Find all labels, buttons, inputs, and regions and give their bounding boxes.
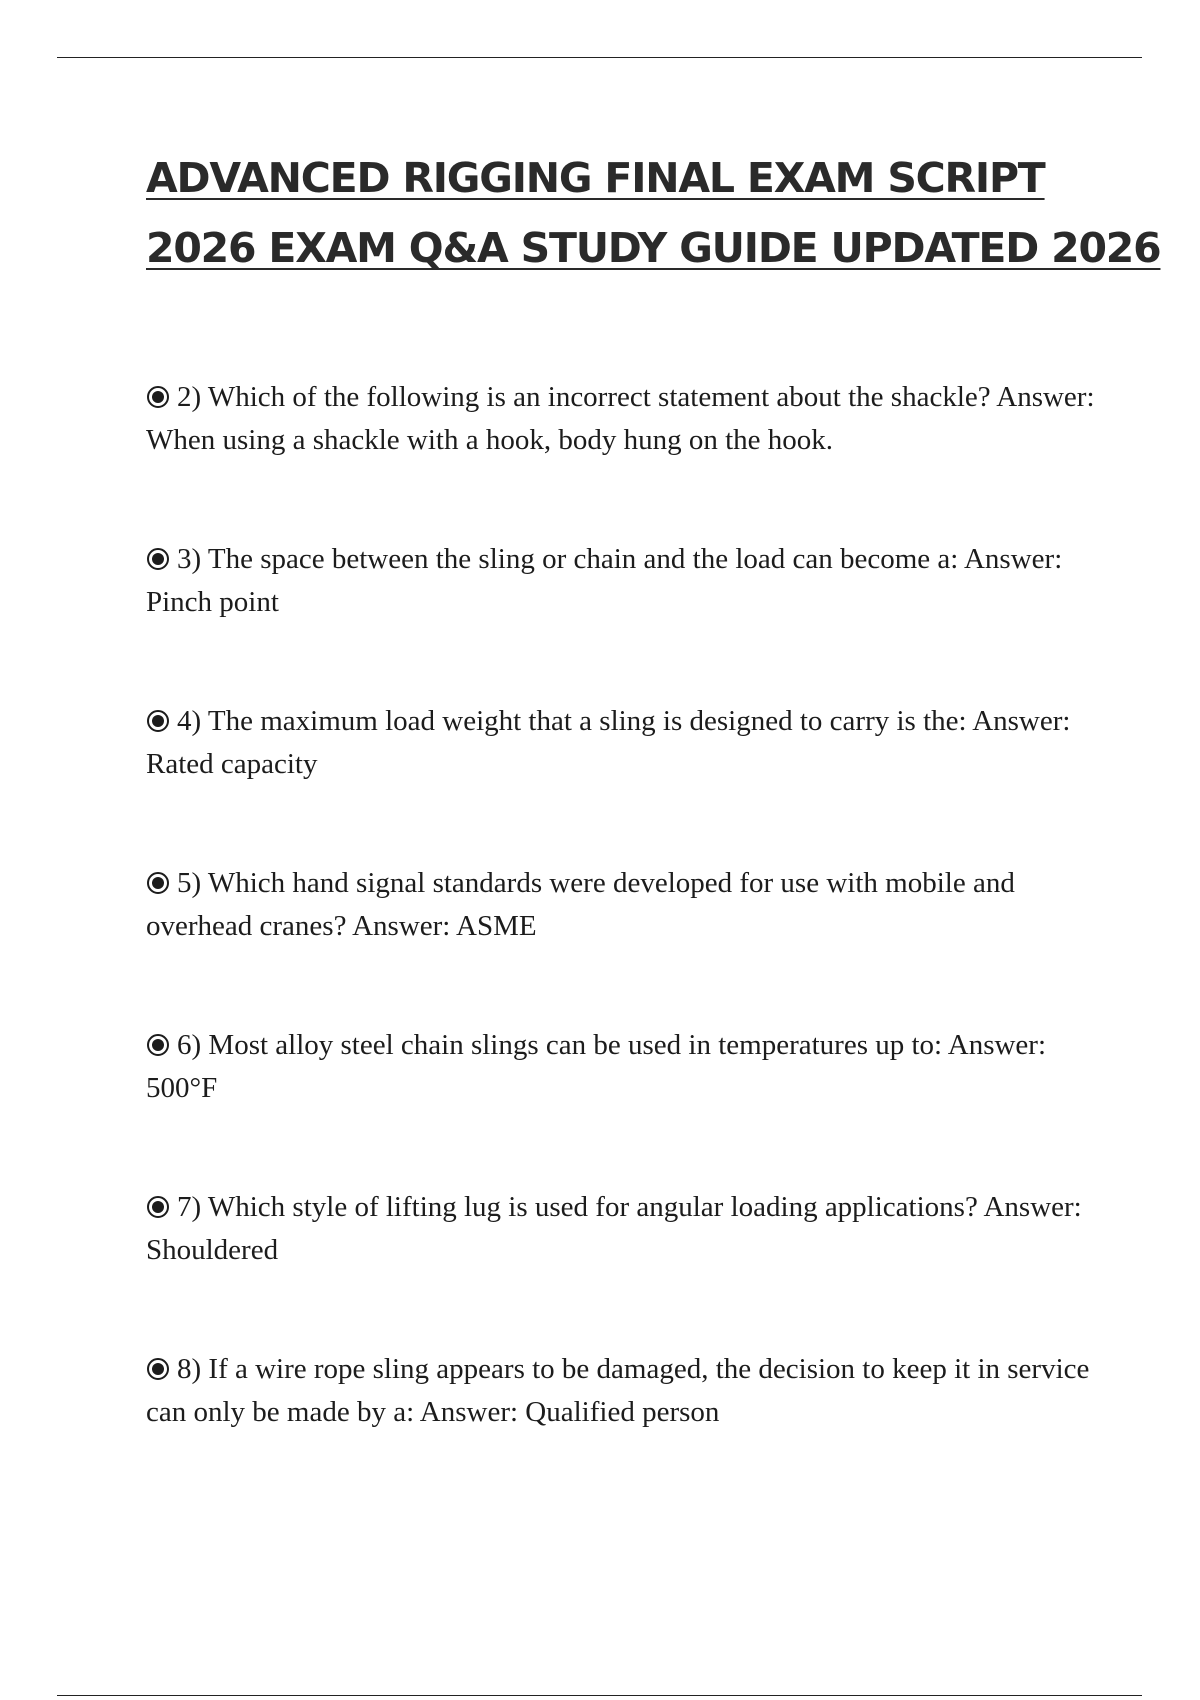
- radio-bullet-icon: [146, 385, 170, 409]
- qa-text: 8) If a wire rope sling appears to be damaged, the decision to keep it in service can only be made by a: Answer: Qualified person: [146, 1353, 1090, 1428]
- radio-bullet-icon: [146, 871, 170, 895]
- document-title: [146, 143, 1161, 283]
- bottom-rule: [57, 1695, 1142, 1696]
- qa-item: [146, 1024, 1096, 1186]
- radio-bullet-icon: [146, 1195, 170, 1219]
- title-line-1: ADVANCED RIGGING FINAL EXAM SCRIPT: [146, 154, 1045, 202]
- qa-text: 7) Which style of lifting lug is used for angular loading applications? Answer: Shouldered: [146, 1191, 1082, 1266]
- qa-item: [146, 1186, 1096, 1348]
- top-rule: [57, 57, 1142, 58]
- qa-text: 4) The maximum load weight that a sling is designed to carry is the: Answer: Rated capacity: [146, 705, 1071, 780]
- title-line-2: 2026 EXAM Q&A STUDY GUIDE UPDATED 2026: [146, 224, 1161, 272]
- radio-bullet-icon: [146, 709, 170, 733]
- qa-text: 3) The space between the sling or chain and the load can become a: Answer: Pinch point: [146, 543, 1063, 618]
- radio-bullet-icon: [146, 1357, 170, 1381]
- radio-bullet-icon: [146, 1033, 170, 1057]
- qa-text: 5) Which hand signal standards were developed for use with mobile and overhead cranes? Answer: ASME: [146, 867, 1015, 942]
- radio-bullet-icon: [146, 547, 170, 571]
- qa-item: [146, 862, 1096, 1024]
- qa-item: [146, 700, 1096, 862]
- qa-item: [146, 1348, 1096, 1510]
- qa-item: [146, 538, 1096, 700]
- qa-list: [146, 376, 1096, 1510]
- qa-item: [146, 376, 1096, 538]
- qa-text: 6) Most alloy steel chain slings can be used in temperatures up to: Answer: 500°F: [146, 1029, 1047, 1104]
- qa-text: 2) Which of the following is an incorrect statement about the shackle? Answer: When using a shackle with a hook, body hung on the hook.: [146, 381, 1095, 456]
